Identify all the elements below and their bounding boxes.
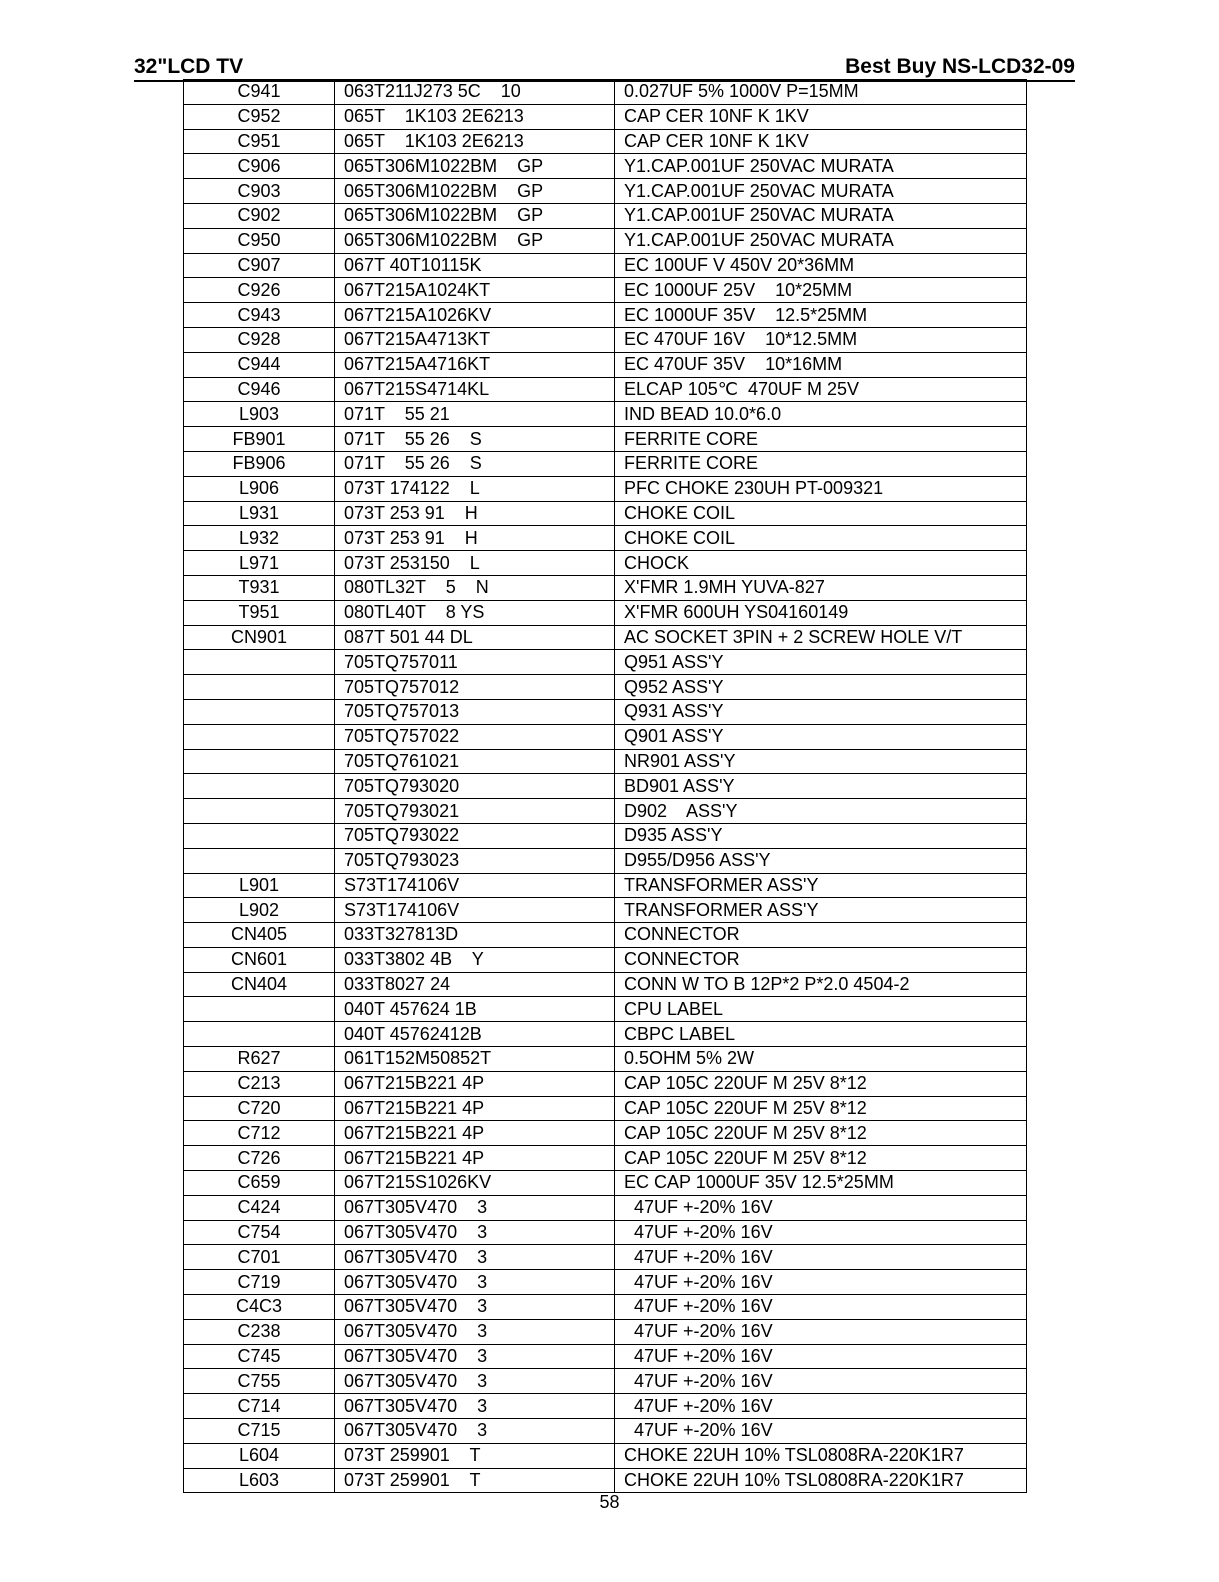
part-desc-cell: 47UF +-20% 16V (615, 1344, 1027, 1369)
part-ref-cell (184, 848, 335, 873)
table-row (184, 228, 1027, 253)
part-code-cell: 705TQ757013 (335, 699, 615, 724)
parts-list-body (184, 80, 1027, 1493)
table-row (184, 80, 1027, 105)
part-desc-cell: CAP 105C 220UF M 25V 8*12 (615, 1071, 1027, 1096)
part-code-cell: 073T 259901 T (335, 1468, 615, 1493)
part-ref-cell: C213 (184, 1071, 335, 1096)
part-code-cell: 071T 55 26 S (335, 427, 615, 452)
part-desc-cell: CPU LABEL (615, 997, 1027, 1022)
part-code-cell: 705TQ793020 (335, 774, 615, 799)
part-desc-cell: 47UF +-20% 16V (615, 1419, 1027, 1444)
part-ref-cell: C719 (184, 1270, 335, 1295)
part-code-cell: 705TQ793021 (335, 799, 615, 824)
table-row (184, 724, 1027, 749)
part-code-cell: 073T 253150 L (335, 551, 615, 576)
part-code-cell: 067T215B221 4P (335, 1096, 615, 1121)
part-desc-cell: D935 ASS'Y (615, 823, 1027, 848)
part-code-cell: 067T215A4716KT (335, 352, 615, 377)
part-code-cell: 065T306M1022BM GP (335, 179, 615, 204)
part-ref-cell: C701 (184, 1245, 335, 1270)
part-code-cell: 067T305V470 3 (335, 1270, 615, 1295)
table-row (184, 1171, 1027, 1196)
part-ref-cell: C952 (184, 104, 335, 129)
table-row (184, 526, 1027, 551)
part-ref-cell: T951 (184, 600, 335, 625)
part-code-cell: 065T306M1022BM GP (335, 228, 615, 253)
part-desc-cell: AC SOCKET 3PIN + 2 SCREW HOLE V/T (615, 625, 1027, 650)
part-desc-cell: EC 1000UF 35V 12.5*25MM (615, 303, 1027, 328)
table-row (184, 104, 1027, 129)
part-code-cell: 065T 1K103 2E6213 (335, 129, 615, 154)
table-row (184, 327, 1027, 352)
table-row (184, 1319, 1027, 1344)
part-code-cell: S73T174106V (335, 873, 615, 898)
table-row (184, 650, 1027, 675)
table-row (184, 451, 1027, 476)
table-row (184, 1295, 1027, 1320)
part-ref-cell: C4C3 (184, 1295, 335, 1320)
part-code-cell: 033T3802 4B Y (335, 947, 615, 972)
table-row (184, 1468, 1027, 1493)
part-desc-cell: 47UF +-20% 16V (615, 1270, 1027, 1295)
part-ref-cell: C943 (184, 303, 335, 328)
part-code-cell: 705TQ793022 (335, 823, 615, 848)
part-ref-cell: CN405 (184, 923, 335, 948)
part-ref-cell: L906 (184, 476, 335, 501)
part-desc-cell: 47UF +-20% 16V (615, 1394, 1027, 1419)
part-desc-cell: CBPC LABEL (615, 1022, 1027, 1047)
part-ref-cell: C928 (184, 327, 335, 352)
part-desc-cell: Q901 ASS'Y (615, 724, 1027, 749)
part-code-cell: 067T215A4713KT (335, 327, 615, 352)
part-code-cell: 067T305V470 3 (335, 1344, 615, 1369)
table-row (184, 352, 1027, 377)
part-ref-cell: C944 (184, 352, 335, 377)
part-ref-cell: L604 (184, 1443, 335, 1468)
part-desc-cell: 47UF +-20% 16V (615, 1319, 1027, 1344)
part-desc-cell: X'FMR 600UH YS04160149 (615, 600, 1027, 625)
part-code-cell: 080TL32T 5 N (335, 575, 615, 600)
table-row (184, 947, 1027, 972)
part-code-cell: 061T152M50852T (335, 1047, 615, 1072)
part-desc-cell: 47UF +-20% 16V (615, 1220, 1027, 1245)
part-desc-cell: CAP CER 10NF K 1KV (615, 104, 1027, 129)
part-code-cell: 073T 253 91 H (335, 501, 615, 526)
part-desc-cell: D955/D956 ASS'Y (615, 848, 1027, 873)
part-desc-cell: Y1.CAP.001UF 250VAC MURATA (615, 203, 1027, 228)
part-ref-cell: C715 (184, 1419, 335, 1444)
part-code-cell: 067T305V470 3 (335, 1319, 615, 1344)
part-ref-cell: C951 (184, 129, 335, 154)
part-desc-cell: FERRITE CORE (615, 427, 1027, 452)
part-desc-cell: 0.027UF 5% 1000V P=15MM (615, 80, 1027, 105)
part-code-cell: 067T305V470 3 (335, 1394, 615, 1419)
part-desc-cell: TRANSFORMER ASS'Y (615, 873, 1027, 898)
part-desc-cell: Y1.CAP.001UF 250VAC MURATA (615, 228, 1027, 253)
part-code-cell: 073T 253 91 H (335, 526, 615, 551)
part-desc-cell: 0.5OHM 5% 2W (615, 1047, 1027, 1072)
part-ref-cell (184, 724, 335, 749)
part-code-cell: 067T215B221 4P (335, 1121, 615, 1146)
part-desc-cell: CHOKE COIL (615, 501, 1027, 526)
table-row (184, 823, 1027, 848)
part-desc-cell: 47UF +-20% 16V (615, 1195, 1027, 1220)
part-code-cell: 067T 40T10115K (335, 253, 615, 278)
part-code-cell: 705TQ757022 (335, 724, 615, 749)
header-model-title: Best Buy NS-LCD32-09 (845, 55, 1075, 78)
table-row (184, 774, 1027, 799)
part-code-cell: 705TQ793023 (335, 848, 615, 873)
table-row (184, 1022, 1027, 1047)
part-code-cell: 065T306M1022BM GP (335, 154, 615, 179)
part-desc-cell: PFC CHOKE 230UH PT-009321 (615, 476, 1027, 501)
table-row (184, 1394, 1027, 1419)
part-ref-cell: CN901 (184, 625, 335, 650)
part-desc-cell: Y1.CAP.001UF 250VAC MURATA (615, 154, 1027, 179)
part-desc-cell: CHOCK (615, 551, 1027, 576)
part-ref-cell: L902 (184, 898, 335, 923)
table-row (184, 1195, 1027, 1220)
part-desc-cell: CAP CER 10NF K 1KV (615, 129, 1027, 154)
part-code-cell: 033T327813D (335, 923, 615, 948)
table-row (184, 1419, 1027, 1444)
part-ref-cell: L932 (184, 526, 335, 551)
part-desc-cell: Q952 ASS'Y (615, 675, 1027, 700)
part-ref-cell: T931 (184, 575, 335, 600)
table-row (184, 972, 1027, 997)
part-desc-cell: TRANSFORMER ASS'Y (615, 898, 1027, 923)
table-row (184, 303, 1027, 328)
part-code-cell: 040T 457624 1B (335, 997, 615, 1022)
part-desc-cell: CONN W TO B 12P*2 P*2.0 4504-2 (615, 972, 1027, 997)
part-code-cell: 067T215B221 4P (335, 1146, 615, 1171)
part-desc-cell: CONNECTOR (615, 923, 1027, 948)
part-ref-cell: C906 (184, 154, 335, 179)
part-ref-cell (184, 675, 335, 700)
part-ref-cell: C745 (184, 1344, 335, 1369)
part-ref-cell: FB901 (184, 427, 335, 452)
part-desc-cell: ELCAP 105℃ 470UF M 25V (615, 377, 1027, 402)
part-desc-cell: FERRITE CORE (615, 451, 1027, 476)
part-ref-cell: C659 (184, 1171, 335, 1196)
part-ref-cell (184, 997, 335, 1022)
part-ref-cell: C903 (184, 179, 335, 204)
part-ref-cell: R627 (184, 1047, 335, 1072)
part-code-cell: 067T305V470 3 (335, 1295, 615, 1320)
table-row (184, 129, 1027, 154)
parts-list-table (183, 79, 1027, 1493)
part-desc-cell: EC 470UF 35V 10*16MM (615, 352, 1027, 377)
part-desc-cell: NR901 ASS'Y (615, 749, 1027, 774)
table-row (184, 1096, 1027, 1121)
part-code-cell: 071T 55 21 (335, 402, 615, 427)
table-row (184, 402, 1027, 427)
part-code-cell: 063T211J273 5C 10 (335, 80, 615, 105)
part-ref-cell (184, 774, 335, 799)
part-desc-cell: D902 ASS'Y (615, 799, 1027, 824)
part-code-cell: 705TQ757011 (335, 650, 615, 675)
part-desc-cell: CAP 105C 220UF M 25V 8*12 (615, 1146, 1027, 1171)
table-row (184, 898, 1027, 923)
table-row (184, 873, 1027, 898)
part-code-cell: 705TQ761021 (335, 749, 615, 774)
part-desc-cell: CHOKE COIL (615, 526, 1027, 551)
part-ref-cell: L971 (184, 551, 335, 576)
table-row (184, 1146, 1027, 1171)
part-ref-cell: C238 (184, 1319, 335, 1344)
part-code-cell: 087T 501 44 DL (335, 625, 615, 650)
part-desc-cell: CHOKE 22UH 10% TSL0808RA-220K1R7 (615, 1443, 1027, 1468)
part-ref-cell: L603 (184, 1468, 335, 1493)
table-row (184, 600, 1027, 625)
table-row (184, 476, 1027, 501)
table-row (184, 427, 1027, 452)
part-ref-cell: C902 (184, 203, 335, 228)
part-ref-cell: C755 (184, 1369, 335, 1394)
table-row (184, 799, 1027, 824)
part-ref-cell: L931 (184, 501, 335, 526)
part-desc-cell: 47UF +-20% 16V (615, 1245, 1027, 1270)
part-code-cell: 065T306M1022BM GP (335, 203, 615, 228)
part-desc-cell: EC CAP 1000UF 35V 12.5*25MM (615, 1171, 1027, 1196)
part-code-cell: 705TQ757012 (335, 675, 615, 700)
table-row (184, 848, 1027, 873)
part-desc-cell: 47UF +-20% 16V (615, 1369, 1027, 1394)
table-row (184, 253, 1027, 278)
table-row (184, 154, 1027, 179)
part-ref-cell: L903 (184, 402, 335, 427)
part-ref-cell (184, 799, 335, 824)
table-row (184, 179, 1027, 204)
part-ref-cell: C720 (184, 1096, 335, 1121)
part-ref-cell (184, 1022, 335, 1047)
part-desc-cell: Q951 ASS'Y (615, 650, 1027, 675)
part-ref-cell: FB906 (184, 451, 335, 476)
part-code-cell: 073T 174122 L (335, 476, 615, 501)
part-ref-cell: C714 (184, 1394, 335, 1419)
part-code-cell: 073T 259901 T (335, 1443, 615, 1468)
part-code-cell: 067T305V470 3 (335, 1419, 615, 1444)
part-ref-cell: C950 (184, 228, 335, 253)
table-row (184, 377, 1027, 402)
part-code-cell: 071T 55 26 S (335, 451, 615, 476)
part-ref-cell: C424 (184, 1195, 335, 1220)
table-row (184, 1121, 1027, 1146)
part-code-cell: 080TL40T 8 YS (335, 600, 615, 625)
part-desc-cell: Y1.CAP.001UF 250VAC MURATA (615, 179, 1027, 204)
part-code-cell: 067T305V470 3 (335, 1195, 615, 1220)
part-ref-cell (184, 749, 335, 774)
table-row (184, 575, 1027, 600)
part-ref-cell: C907 (184, 253, 335, 278)
table-row (184, 675, 1027, 700)
part-code-cell: 067T215S4714KL (335, 377, 615, 402)
header-product-title: 32"LCD TV (134, 55, 244, 78)
part-desc-cell: Q931 ASS'Y (615, 699, 1027, 724)
part-ref-cell (184, 650, 335, 675)
part-ref-cell: C754 (184, 1220, 335, 1245)
table-row (184, 1220, 1027, 1245)
part-ref-cell: C726 (184, 1146, 335, 1171)
table-row (184, 699, 1027, 724)
table-row (184, 1047, 1027, 1072)
part-ref-cell: C941 (184, 80, 335, 105)
table-row (184, 1443, 1027, 1468)
part-ref-cell: CN404 (184, 972, 335, 997)
part-ref-cell: C926 (184, 278, 335, 303)
part-desc-cell: CONNECTOR (615, 947, 1027, 972)
part-desc-cell: BD901 ASS'Y (615, 774, 1027, 799)
table-row (184, 749, 1027, 774)
part-code-cell: 065T 1K103 2E6213 (335, 104, 615, 129)
table-row (184, 1344, 1027, 1369)
part-desc-cell: CHOKE 22UH 10% TSL0808RA-220K1R7 (615, 1468, 1027, 1493)
page-number: 58 (599, 1492, 620, 1512)
part-desc-cell: IND BEAD 10.0*6.0 (615, 402, 1027, 427)
part-ref-cell: C946 (184, 377, 335, 402)
part-code-cell: 067T215S1026KV (335, 1171, 615, 1196)
table-row (184, 1270, 1027, 1295)
part-desc-cell: CAP 105C 220UF M 25V 8*12 (615, 1121, 1027, 1146)
page-header (134, 53, 1075, 82)
table-row (184, 551, 1027, 576)
table-row (184, 203, 1027, 228)
part-ref-cell: CN601 (184, 947, 335, 972)
part-code-cell: 067T215B221 4P (335, 1071, 615, 1096)
part-ref-cell: C712 (184, 1121, 335, 1146)
table-row (184, 501, 1027, 526)
part-ref-cell (184, 823, 335, 848)
part-code-cell: 067T305V470 3 (335, 1245, 615, 1270)
table-row (184, 1071, 1027, 1096)
part-desc-cell: CAP 105C 220UF M 25V 8*12 (615, 1096, 1027, 1121)
table-row (184, 997, 1027, 1022)
table-row (184, 1245, 1027, 1270)
part-code-cell: 067T305V470 3 (335, 1369, 615, 1394)
table-row (184, 278, 1027, 303)
part-desc-cell: EC 470UF 16V 10*12.5MM (615, 327, 1027, 352)
part-desc-cell: EC 1000UF 25V 10*25MM (615, 278, 1027, 303)
table-row (184, 923, 1027, 948)
table-row (184, 625, 1027, 650)
part-code-cell: 033T8027 24 (335, 972, 615, 997)
part-code-cell: 040T 45762412B (335, 1022, 615, 1047)
part-ref-cell (184, 699, 335, 724)
table-row (184, 1369, 1027, 1394)
part-code-cell: 067T215A1026KV (335, 303, 615, 328)
part-ref-cell: L901 (184, 873, 335, 898)
part-code-cell: 067T215A1024KT (335, 278, 615, 303)
part-code-cell: 067T305V470 3 (335, 1220, 615, 1245)
part-desc-cell: 47UF +-20% 16V (615, 1295, 1027, 1320)
part-desc-cell: EC 100UF V 450V 20*36MM (615, 253, 1027, 278)
part-code-cell: S73T174106V (335, 898, 615, 923)
part-desc-cell: X'FMR 1.9MH YUVA-827 (615, 575, 1027, 600)
